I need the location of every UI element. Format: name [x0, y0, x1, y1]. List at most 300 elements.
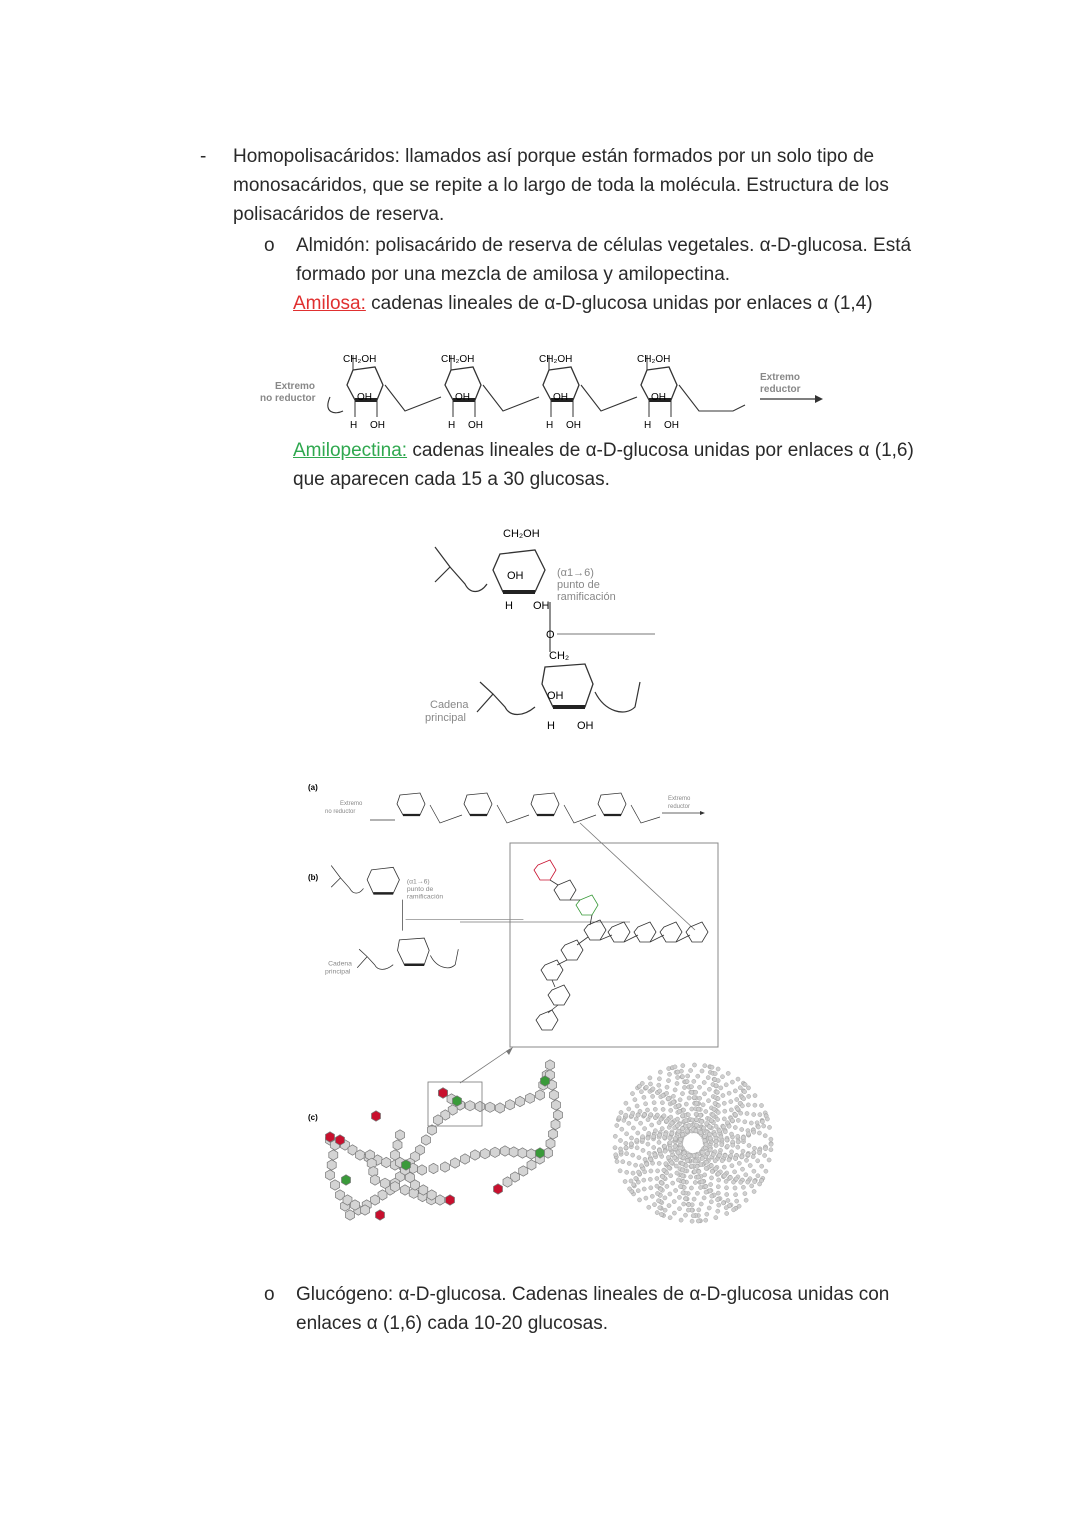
- particle-bead: [675, 1081, 679, 1085]
- particle-bead: [707, 1132, 711, 1136]
- particle-bead: [674, 1188, 678, 1192]
- particle-bead: [706, 1099, 710, 1103]
- particle-bead: [620, 1127, 624, 1131]
- particle-bead: [743, 1120, 747, 1124]
- particle-bead: [731, 1143, 735, 1147]
- particle-bead: [639, 1121, 643, 1125]
- particle-bead: [712, 1107, 716, 1111]
- glucose-bead: [446, 1195, 455, 1205]
- particle-bead: [743, 1090, 747, 1094]
- glucose-bead: [376, 1210, 385, 1220]
- particle-bead: [710, 1194, 714, 1198]
- glucose-bead: [434, 1115, 443, 1125]
- glucogeno-bead-model: [326, 1060, 563, 1220]
- particle-bead: [645, 1162, 649, 1166]
- particle-bead: [711, 1113, 715, 1117]
- glucose-bead: [401, 1185, 410, 1195]
- particle-bead: [641, 1148, 645, 1152]
- particle-bead: [621, 1160, 625, 1164]
- oh-label: OH: [507, 570, 524, 582]
- particle-bead: [673, 1144, 677, 1148]
- particle-bead: [637, 1198, 641, 1202]
- particle-bead: [665, 1184, 669, 1188]
- particle-bead: [713, 1133, 717, 1137]
- particle-bead: [700, 1156, 704, 1160]
- particle-bead: [678, 1098, 682, 1102]
- particle-bead: [763, 1153, 767, 1157]
- particle-bead: [709, 1200, 713, 1204]
- particle-bead: [631, 1153, 635, 1157]
- glucogeno-line-2: enlaces α (1,6) cada 10-20 glucosas.: [296, 1313, 608, 1334]
- particle-bead: [702, 1092, 706, 1096]
- particle-bead: [692, 1197, 696, 1201]
- particle-bead: [727, 1091, 731, 1095]
- particle-bead: [744, 1158, 748, 1162]
- particle-bead: [663, 1196, 667, 1200]
- particle-bead: [709, 1119, 713, 1123]
- particle-bead: [767, 1158, 771, 1162]
- particle-bead: [720, 1159, 724, 1163]
- particle-bead: [686, 1074, 690, 1078]
- circle-bullet: o: [264, 1284, 275, 1305]
- particle-bead: [746, 1132, 750, 1136]
- particle-bead: [698, 1113, 702, 1117]
- particle-bead: [666, 1155, 670, 1159]
- particle-bead: [651, 1094, 655, 1098]
- particle-bead: [652, 1134, 656, 1138]
- glucose-bead: [351, 1200, 360, 1210]
- particle-bead: [647, 1205, 651, 1209]
- particle-bead: [752, 1112, 756, 1116]
- particle-bead: [708, 1189, 712, 1193]
- particle-bead: [681, 1133, 685, 1137]
- glucose-bead: [494, 1184, 503, 1194]
- glucose-bead: [451, 1158, 460, 1168]
- particle-bead: [670, 1121, 674, 1125]
- particle-bead: [667, 1204, 671, 1208]
- particle-bead: [671, 1181, 675, 1185]
- particle-bead: [746, 1103, 750, 1107]
- particle-bead: [619, 1110, 623, 1114]
- amilopectina-text-2: que aparecen cada 15 a 30 glucosas.: [293, 469, 610, 490]
- particle-bead: [724, 1186, 728, 1190]
- particle-bead: [722, 1174, 726, 1178]
- particle-bead: [660, 1127, 664, 1131]
- extremo-reductor-label-1: Extremo: [760, 372, 801, 383]
- svg-text:reductor: reductor: [668, 804, 691, 810]
- particle-bead: [748, 1163, 752, 1167]
- particle-bead: [710, 1065, 714, 1069]
- glucose-bead: [496, 1103, 505, 1113]
- particle-bead: [673, 1088, 677, 1092]
- particle-bead: [736, 1134, 740, 1138]
- particle-bead: [682, 1202, 686, 1206]
- particle-bead: [736, 1077, 740, 1081]
- glucose-bead: [382, 1157, 391, 1167]
- extremo-reductor-label-2: reductor: [760, 384, 801, 395]
- particle-bead: [694, 1117, 698, 1121]
- particle-bead: [729, 1100, 733, 1104]
- particle-bead: [722, 1165, 726, 1169]
- particle-bead: [693, 1170, 697, 1174]
- particle-bead: [692, 1079, 696, 1083]
- particle-bead: [733, 1125, 737, 1129]
- particle-bead: [702, 1196, 706, 1200]
- particle-bead: [739, 1111, 743, 1115]
- particle-bead: [726, 1071, 730, 1075]
- glucose-bead: [372, 1111, 381, 1121]
- particle-bead: [756, 1159, 760, 1163]
- particle-bead: [736, 1145, 740, 1149]
- particle-bead: [642, 1113, 646, 1117]
- svg-text:Cadena: Cadena: [328, 960, 352, 968]
- particle-bead: [692, 1096, 696, 1100]
- particle-bead: [694, 1123, 698, 1127]
- particle-bead: [722, 1117, 726, 1121]
- particle-bead: [655, 1113, 659, 1117]
- glucose-bead: [411, 1180, 420, 1190]
- particle-bead: [680, 1075, 684, 1079]
- particle-bead: [752, 1189, 756, 1193]
- particle-bead: [736, 1140, 740, 1144]
- particle-bead: [614, 1153, 618, 1157]
- particle-bead: [693, 1180, 697, 1184]
- particle-bead: [661, 1107, 665, 1111]
- particle-bead: [745, 1111, 749, 1115]
- particle-bead: [736, 1118, 740, 1122]
- particle-bead: [753, 1180, 757, 1184]
- extremo-no-reductor-label-2: no reductor: [260, 393, 316, 404]
- particle-bead: [625, 1132, 629, 1136]
- particle-bead: [741, 1149, 745, 1153]
- h-label: H: [505, 600, 513, 612]
- extremo-no-reductor-label-1: Extremo: [275, 381, 316, 392]
- particle-bead: [662, 1114, 666, 1118]
- particle-bead: [734, 1156, 738, 1160]
- particle-bead: [723, 1130, 727, 1134]
- glucose-bead: [346, 1210, 355, 1220]
- panel-a-label: (a): [308, 783, 318, 792]
- particle-bead: [769, 1142, 773, 1146]
- particle-bead: [716, 1172, 720, 1176]
- particle-bead: [706, 1076, 710, 1080]
- glucose-bead: [481, 1149, 490, 1159]
- particle-bead: [676, 1070, 680, 1074]
- particle-bead: [690, 1219, 694, 1223]
- svg-text:Extremo: Extremo: [668, 796, 691, 802]
- glucose-bead: [541, 1076, 550, 1086]
- oh-label: OH: [547, 690, 564, 702]
- particle-bead: [618, 1147, 622, 1151]
- particle-bead: [667, 1166, 671, 1170]
- particle-bead: [690, 1164, 694, 1168]
- particle-bead: [707, 1206, 711, 1210]
- glucose-bead: [402, 1160, 411, 1170]
- particle-bead: [751, 1155, 755, 1159]
- glucose-unit: [637, 354, 679, 431]
- particle-bead: [727, 1158, 731, 1162]
- particle-bead: [669, 1115, 673, 1119]
- glucose-bead: [503, 1177, 512, 1187]
- glucose-bead: [381, 1178, 390, 1188]
- particle-bead: [679, 1137, 683, 1141]
- glucose-bead: [551, 1119, 560, 1129]
- particle-bead: [738, 1086, 742, 1090]
- branch-label-1: (α1→6): [557, 567, 594, 579]
- panel-b-branch: [325, 866, 523, 976]
- particle-bead: [700, 1180, 704, 1184]
- particle-bead: [627, 1107, 631, 1111]
- particle-bead: [641, 1135, 645, 1139]
- glucogeno-composite-figure: [300, 775, 790, 1245]
- particle-bead: [657, 1140, 661, 1144]
- glucose-bead: [361, 1205, 370, 1215]
- particle-bead: [653, 1107, 657, 1111]
- particle-bead: [704, 1218, 708, 1222]
- glucogeno-line-1: Glucógeno: α-D-glucosa. Cadenas lineales de α-D-glucosa unidas con: [296, 1284, 890, 1305]
- particle-bead: [627, 1121, 631, 1125]
- svg-text:no reductor: no reductor: [325, 809, 356, 815]
- svg-text:OH: OH: [370, 420, 385, 431]
- particle-bead: [618, 1138, 622, 1142]
- particle-bead: [668, 1136, 672, 1140]
- particle-bead: [684, 1197, 688, 1201]
- particle-bead: [763, 1134, 767, 1138]
- particle-bead: [713, 1072, 717, 1076]
- particle-bead: [686, 1208, 690, 1212]
- particle-bead: [743, 1083, 747, 1087]
- particle-bead: [725, 1138, 729, 1142]
- amilopectina-definition: [293, 436, 914, 465]
- circle-bullet: o: [264, 235, 275, 256]
- particle-bead: [677, 1109, 681, 1113]
- particle-bead: [722, 1101, 726, 1105]
- particle-bead: [759, 1103, 763, 1107]
- particle-bead: [719, 1135, 723, 1139]
- particle-bead: [704, 1184, 708, 1188]
- particle-bead: [714, 1140, 718, 1144]
- particle-bead: [733, 1113, 737, 1117]
- amilosa-definition: [293, 289, 873, 318]
- particle-bead: [704, 1190, 708, 1194]
- particle-bead: [685, 1159, 689, 1163]
- particle-bead: [675, 1117, 679, 1121]
- particle-bead: [645, 1108, 649, 1112]
- particle-bead: [666, 1079, 670, 1083]
- glucose-bead: [396, 1130, 405, 1140]
- particle-bead: [703, 1064, 707, 1068]
- branch-label-2: punto de: [557, 579, 600, 591]
- glucose-bead: [519, 1166, 528, 1176]
- glucose-bead: [516, 1096, 525, 1106]
- particle-bead: [736, 1107, 740, 1111]
- particle-bead: [728, 1176, 732, 1180]
- amilosa-text: cadenas lineales de α-D-glucosa unidas por enlaces α (1,4): [365, 293, 873, 314]
- particle-bead: [644, 1085, 648, 1089]
- particle-bead: [655, 1176, 659, 1180]
- particle-bead: [651, 1087, 655, 1091]
- homopolisacaridos-line-3: polisacáridos de reserva.: [233, 204, 445, 225]
- particle-bead: [660, 1175, 664, 1179]
- particle-bead: [710, 1169, 714, 1173]
- particle-bead: [760, 1120, 764, 1124]
- particle-bead: [697, 1107, 701, 1111]
- svg-text:OH: OH: [357, 392, 372, 403]
- particle-bead: [634, 1163, 638, 1167]
- glucose-bead: [422, 1135, 431, 1145]
- particle-bead: [723, 1109, 727, 1113]
- particle-bead: [634, 1117, 638, 1121]
- particle-bead: [657, 1133, 661, 1137]
- particle-bead: [625, 1170, 629, 1174]
- particle-bead: [694, 1101, 698, 1105]
- glucose-bead: [371, 1175, 380, 1185]
- particle-bead: [746, 1153, 750, 1157]
- particle-bead: [657, 1161, 661, 1165]
- particle-bead: [708, 1136, 712, 1140]
- particle-bead: [659, 1117, 663, 1121]
- particle-bead: [714, 1084, 718, 1088]
- glucose-bead: [546, 1138, 555, 1148]
- glucose-bead: [549, 1129, 558, 1139]
- particle-bead: [642, 1095, 646, 1099]
- particle-bead: [668, 1192, 672, 1196]
- glucose-bead: [552, 1100, 561, 1110]
- cadena-label-1: Cadena: [430, 699, 469, 711]
- particle-bead: [638, 1109, 642, 1113]
- particle-bead: [664, 1162, 668, 1166]
- zoom-molecule: [534, 860, 708, 1030]
- particle-bead: [613, 1146, 617, 1150]
- homopolisacaridos-line-2: monosacáridos, que se repite a lo largo de toda la molécula. Estructura de los: [233, 175, 889, 196]
- particle-bead: [746, 1086, 750, 1090]
- particle-bead: [732, 1208, 736, 1212]
- particle-bead: [752, 1151, 756, 1155]
- particle-bead: [705, 1212, 709, 1216]
- svg-text:OH: OH: [664, 420, 679, 431]
- ch2-label: CH₂: [549, 650, 570, 662]
- particle-bead: [624, 1101, 628, 1105]
- particle-bead: [656, 1199, 660, 1203]
- glucose-bead: [536, 1090, 545, 1100]
- particle-bead: [679, 1146, 683, 1150]
- particle-bead: [733, 1186, 737, 1190]
- particle-bead: [650, 1194, 654, 1198]
- particle-bead: [629, 1179, 633, 1183]
- particle-bead: [690, 1090, 694, 1094]
- glucose-bead: [527, 1160, 536, 1170]
- particle-bead: [753, 1103, 757, 1107]
- particle-bead: [659, 1187, 663, 1191]
- particle-bead: [730, 1080, 734, 1084]
- glucose-bead: [527, 1149, 536, 1159]
- particle-bead: [709, 1176, 713, 1180]
- amilosa-structure-diagram: [255, 345, 825, 435]
- o-label: O: [546, 629, 555, 641]
- particle-bead: [649, 1186, 653, 1190]
- oh-label: OH: [533, 600, 550, 612]
- glycosidic-bonds: [328, 385, 745, 413]
- particle-bead: [629, 1136, 633, 1140]
- particle-bead: [695, 1191, 699, 1195]
- particle-bead: [649, 1113, 653, 1117]
- particle-bead: [631, 1111, 635, 1115]
- particle-bead: [747, 1094, 751, 1098]
- particle-bead: [704, 1109, 708, 1113]
- particle-bead: [666, 1097, 670, 1101]
- particle-bead: [655, 1184, 659, 1188]
- particle-bead: [647, 1151, 651, 1155]
- particle-bead: [633, 1098, 637, 1102]
- particle-bead: [676, 1178, 680, 1182]
- particle-bead: [762, 1124, 766, 1128]
- h-label: H: [547, 720, 555, 732]
- particle-bead: [699, 1202, 703, 1206]
- particle-bead: [700, 1120, 704, 1124]
- particle-bead: [734, 1193, 738, 1197]
- particle-bead: [693, 1159, 697, 1163]
- particle-bead: [720, 1143, 724, 1147]
- particle-bead: [624, 1113, 628, 1117]
- particle-bead: [674, 1164, 678, 1168]
- glucose-bead: [526, 1093, 535, 1103]
- glucose-bead: [439, 1088, 448, 1098]
- particle-bead: [724, 1179, 728, 1183]
- particle-bead: [697, 1085, 701, 1089]
- oh-label: OH: [577, 720, 594, 732]
- svg-text:OH: OH: [468, 420, 483, 431]
- particle-bead: [680, 1168, 684, 1172]
- particle-bead: [664, 1132, 668, 1136]
- particle-bead: [649, 1169, 653, 1173]
- svg-text:OH: OH: [553, 392, 568, 403]
- particle-bead: [649, 1157, 653, 1161]
- particle-bead: [672, 1211, 676, 1215]
- particle-bead: [681, 1114, 685, 1118]
- particle-bead: [707, 1087, 711, 1091]
- particle-bead: [642, 1178, 646, 1182]
- particle-bead: [769, 1148, 773, 1152]
- particle-bead: [769, 1137, 773, 1141]
- particle-bead: [729, 1108, 733, 1112]
- particle-bead: [652, 1203, 656, 1207]
- particle-bead: [717, 1178, 721, 1182]
- particle-bead: [657, 1148, 661, 1152]
- particle-bead: [617, 1116, 621, 1120]
- particle-bead: [763, 1147, 767, 1151]
- particle-bead: [680, 1092, 684, 1096]
- particle-bead: [618, 1169, 622, 1173]
- particle-bead: [716, 1209, 720, 1213]
- particle-bead: [707, 1125, 711, 1129]
- particle-bead: [681, 1180, 685, 1184]
- particle-bead: [740, 1167, 744, 1171]
- particle-bead: [725, 1192, 729, 1196]
- particle-bead: [739, 1180, 743, 1184]
- panel-a-chain: [325, 793, 705, 823]
- glucose-bead: [506, 1100, 515, 1110]
- particle-bead: [696, 1219, 700, 1223]
- svg-text:H: H: [546, 420, 554, 431]
- particle-bead: [687, 1203, 691, 1207]
- particle-bead: [658, 1089, 662, 1093]
- particle-bead: [636, 1189, 640, 1193]
- zoom-box: [510, 843, 718, 1047]
- particle-bead: [668, 1216, 672, 1220]
- particle-bead: [717, 1153, 721, 1157]
- particle-bead: [682, 1108, 686, 1112]
- particle-bead: [646, 1136, 650, 1140]
